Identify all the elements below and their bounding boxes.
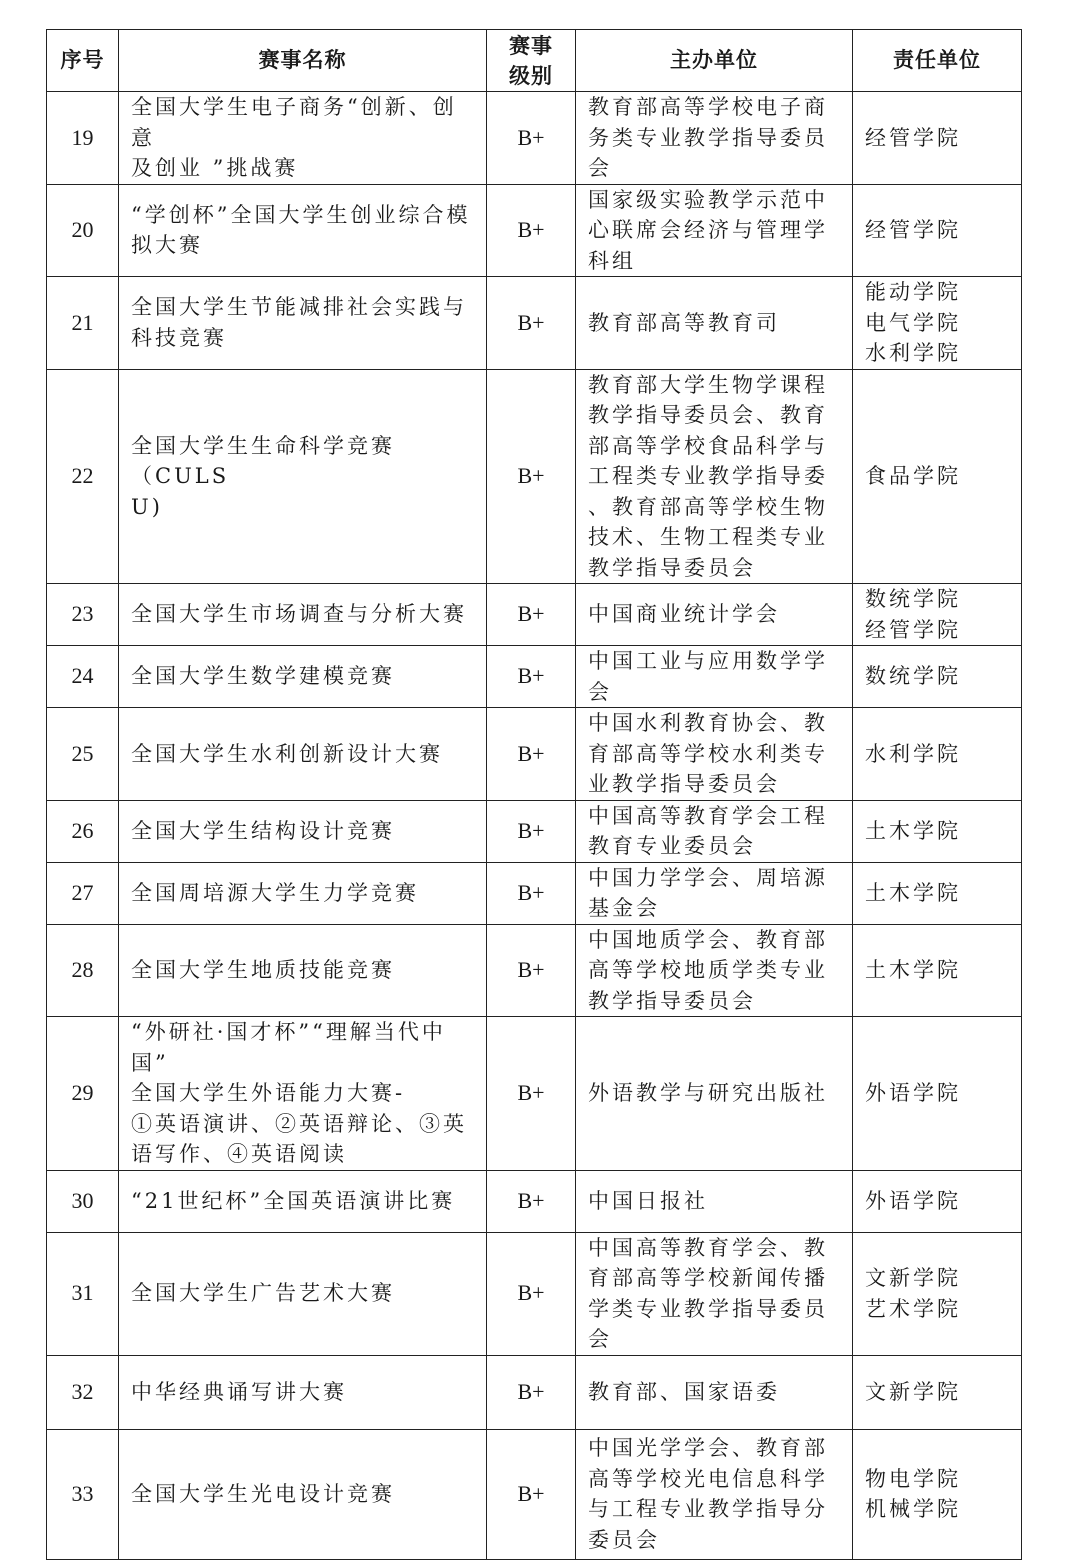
row-level-cell xyxy=(487,369,576,584)
row-level: B+ xyxy=(517,601,545,627)
row-index-cell xyxy=(47,92,119,185)
row-index-cell xyxy=(47,584,119,646)
row-index: 33 xyxy=(71,1480,94,1506)
table-row xyxy=(47,584,1022,646)
row-organizer: 教育部大学生物学课程 教学指导委员会、教育 部高等学校食品科学与 工程类专业教学指导委 、教育部高等学校生物 技术、生物工程类专业 教学指导委员会 xyxy=(588,372,828,580)
row-level: B+ xyxy=(517,817,545,843)
row-organizer-cell xyxy=(576,924,853,1017)
table-row xyxy=(47,646,1022,708)
table-row xyxy=(47,1170,1022,1232)
row-name-cell xyxy=(119,800,487,862)
row-responsible-cell xyxy=(853,708,1022,801)
row-index-cell xyxy=(47,646,119,708)
row-index-cell xyxy=(47,1355,119,1429)
row-responsible: 外语学院 xyxy=(865,1188,961,1213)
row-name-cell xyxy=(119,1017,487,1171)
row-responsible-cell xyxy=(853,369,1022,584)
row-name-cell xyxy=(119,184,487,277)
row-responsible-cell xyxy=(853,1429,1022,1559)
row-organizer: 中国地质学会、教育部 高等学校地质学类专业 教学指导委员会 xyxy=(588,927,828,1013)
row-index-cell xyxy=(47,277,119,370)
row-responsible: 数统学院 经管学院 xyxy=(865,587,961,642)
table-row xyxy=(47,1429,1022,1559)
row-organizer-cell xyxy=(576,708,853,801)
table-row xyxy=(47,1232,1022,1355)
row-organizer-cell xyxy=(576,277,853,370)
row-name: 全国大学生生命科学竞赛（CULS U) xyxy=(131,433,395,519)
row-index: 23 xyxy=(71,601,94,627)
row-level: B+ xyxy=(517,1378,545,1404)
row-organizer-cell xyxy=(576,1355,853,1429)
row-name: 全国大学生地质技能竞赛 xyxy=(131,958,395,982)
row-name: 全国大学生水利创新设计大赛 xyxy=(131,741,443,766)
table-row xyxy=(47,369,1022,584)
row-level: B+ xyxy=(517,217,545,242)
row-name: “学创杯”全国大学生创业综合模 拟大赛 xyxy=(131,202,471,258)
row-responsible: 土木学院 xyxy=(865,880,961,905)
row-organizer-cell xyxy=(576,184,853,277)
row-name: 全国大学生节能减排社会实践与 科技竞赛 xyxy=(131,295,467,350)
row-index: 19 xyxy=(71,124,94,150)
row-level-cell xyxy=(487,800,576,862)
row-organizer-cell xyxy=(576,862,853,924)
row-organizer: 中国高等教育学会、教 育部高等学校新闻传播 学类专业教学指导委员 会 xyxy=(588,1235,828,1351)
row-level-cell xyxy=(487,1017,576,1171)
row-name: “21世纪杯”全国英语演讲比赛 xyxy=(131,1188,456,1213)
row-index-cell xyxy=(47,1017,119,1171)
row-organizer-cell xyxy=(576,92,853,185)
table-row xyxy=(47,1017,1022,1171)
row-name: 中华经典诵写讲大赛 xyxy=(131,1379,347,1404)
table-row xyxy=(47,924,1022,1017)
row-organizer: 中国日报社 xyxy=(588,1188,708,1213)
table-row xyxy=(47,800,1022,862)
row-index: 20 xyxy=(71,217,94,242)
row-level: B+ xyxy=(517,1187,545,1213)
row-organizer: 教育部高等学校电子商 务类专业教学指导委员 会 xyxy=(588,95,828,180)
row-organizer: 教育部、国家语委 xyxy=(588,1379,780,1404)
row-level: B+ xyxy=(517,663,545,689)
table-row xyxy=(47,708,1022,801)
row-name: “外研社·国才杯”“理解当代中国” 全国大学生外语能力大赛- ①英语演讲、②英语辩论、③英 语写作、④英语阅读 xyxy=(131,1020,467,1166)
header-index: 序号 xyxy=(47,30,119,92)
row-level-cell xyxy=(487,862,576,924)
row-index: 28 xyxy=(71,957,94,982)
row-organizer-cell xyxy=(576,800,853,862)
row-level-cell xyxy=(487,184,576,277)
row-responsible: 能动学院 电气学院 水利学院 xyxy=(865,280,961,365)
table-row xyxy=(47,184,1022,277)
row-level-cell xyxy=(487,924,576,1017)
row-responsible: 经管学院 xyxy=(865,125,961,150)
row-level: B+ xyxy=(517,957,545,982)
row-level: B+ xyxy=(517,1480,545,1506)
row-responsible: 文新学院 艺术学院 xyxy=(865,1266,961,1321)
row-name-cell xyxy=(119,1429,487,1559)
header-organizer: 主办单位 xyxy=(576,30,853,92)
row-name-cell xyxy=(119,92,487,185)
row-responsible-cell xyxy=(853,646,1022,708)
row-level-cell xyxy=(487,1232,576,1355)
row-index: 31 xyxy=(71,1280,94,1306)
row-responsible-cell xyxy=(853,184,1022,277)
row-index-cell xyxy=(47,708,119,801)
row-index: 30 xyxy=(71,1187,94,1213)
row-name: 全国大学生结构设计竞赛 xyxy=(131,818,395,843)
row-responsible-cell xyxy=(853,1017,1022,1171)
row-organizer-cell xyxy=(576,1429,853,1559)
row-index: 22 xyxy=(71,463,94,488)
row-organizer-cell xyxy=(576,584,853,646)
header-level xyxy=(487,30,576,92)
row-organizer-cell xyxy=(576,1017,853,1171)
row-organizer: 中国高等教育学会工程 教育专业委员会 xyxy=(588,803,828,858)
row-level-cell xyxy=(487,1170,576,1232)
row-responsible: 物电学院 机械学院 xyxy=(865,1466,961,1521)
table-row xyxy=(47,92,1022,185)
row-level-cell xyxy=(487,92,576,185)
row-level-cell xyxy=(487,1355,576,1429)
row-name-cell xyxy=(119,1355,487,1429)
row-level: B+ xyxy=(517,309,545,335)
row-level: B+ xyxy=(517,463,545,488)
row-responsible: 土木学院 xyxy=(865,958,961,982)
row-index-cell xyxy=(47,184,119,277)
row-responsible: 水利学院 xyxy=(865,741,961,766)
row-index: 29 xyxy=(71,1080,94,1105)
row-responsible-cell xyxy=(853,1355,1022,1429)
row-index: 25 xyxy=(71,740,94,766)
table-header-row xyxy=(47,30,1022,92)
row-responsible: 经管学院 xyxy=(865,218,961,242)
row-name-cell xyxy=(119,646,487,708)
row-index: 24 xyxy=(71,663,94,689)
row-index-cell xyxy=(47,800,119,862)
row-name: 全国周培源大学生力学竞赛 xyxy=(131,880,419,905)
row-responsible-cell xyxy=(853,1170,1022,1232)
row-level: B+ xyxy=(517,740,545,766)
row-responsible: 外语学院 xyxy=(865,1081,961,1105)
row-name: 全国大学生光电设计竞赛 xyxy=(131,1481,395,1506)
row-name-cell xyxy=(119,924,487,1017)
row-name-cell xyxy=(119,708,487,801)
row-level-cell xyxy=(487,708,576,801)
row-name-cell xyxy=(119,1232,487,1355)
row-name: 全国大学生数学建模竞赛 xyxy=(131,664,395,689)
row-organizer: 中国水利教育协会、教 育部高等学校水利类专 业教学指导委员会 xyxy=(588,711,828,796)
row-level-cell xyxy=(487,1429,576,1559)
header-name: 赛事名称 xyxy=(119,30,487,92)
row-name: 全国大学生电子商务“创新、创意 及创业 ”挑战赛 xyxy=(131,95,457,180)
row-name-cell xyxy=(119,369,487,584)
row-index: 32 xyxy=(71,1378,94,1404)
table-row xyxy=(47,862,1022,924)
row-level-cell xyxy=(487,584,576,646)
row-organizer: 国家级实验教学示范中 心联席会经济与管理学 科组 xyxy=(588,187,828,273)
row-level-cell xyxy=(487,277,576,370)
row-organizer: 中国力学学会、周培源 基金会 xyxy=(588,865,828,920)
row-level-cell xyxy=(487,646,576,708)
row-name-cell xyxy=(119,277,487,370)
row-index: 21 xyxy=(71,309,94,335)
row-index-cell xyxy=(47,369,119,584)
row-organizer-cell xyxy=(576,1232,853,1355)
competition-table xyxy=(46,29,1022,1560)
row-responsible-cell xyxy=(853,862,1022,924)
row-organizer: 中国商业统计学会 xyxy=(588,602,780,627)
row-organizer-cell xyxy=(576,646,853,708)
row-level: B+ xyxy=(517,1280,545,1306)
row-organizer: 中国光学学会、教育部 高等学校光电信息科学 与工程专业教学指导分 委员会 xyxy=(588,1436,828,1552)
row-responsible: 土木学院 xyxy=(865,818,961,843)
row-responsible: 食品学院 xyxy=(865,464,961,488)
document-page xyxy=(46,29,1021,1560)
row-index-cell xyxy=(47,1232,119,1355)
header-responsible: 责任单位 xyxy=(853,30,1022,92)
row-organizer: 中国工业与应用数学学 会 xyxy=(588,649,828,704)
row-level: B+ xyxy=(517,1080,545,1105)
row-name-cell xyxy=(119,1170,487,1232)
row-responsible-cell xyxy=(853,800,1022,862)
row-name: 全国大学生广告艺术大赛 xyxy=(131,1281,395,1306)
header-level-text: 赛事 级别 xyxy=(509,32,553,88)
row-responsible: 文新学院 xyxy=(865,1379,961,1404)
table-row xyxy=(47,277,1022,370)
row-index-cell xyxy=(47,924,119,1017)
row-index-cell xyxy=(47,862,119,924)
row-level: B+ xyxy=(517,124,545,150)
row-level: B+ xyxy=(517,879,545,905)
row-index-cell xyxy=(47,1170,119,1232)
row-responsible-cell xyxy=(853,924,1022,1017)
row-responsible-cell xyxy=(853,1232,1022,1355)
row-organizer: 教育部高等教育司 xyxy=(588,310,780,335)
row-organizer-cell xyxy=(576,1170,853,1232)
row-index: 26 xyxy=(71,817,94,843)
row-name-cell xyxy=(119,862,487,924)
row-name-cell xyxy=(119,584,487,646)
row-organizer-cell xyxy=(576,369,853,584)
row-index: 27 xyxy=(71,879,94,905)
row-name: 全国大学生市场调查与分析大赛 xyxy=(131,602,467,627)
row-responsible-cell xyxy=(853,277,1022,370)
row-responsible: 数统学院 xyxy=(865,664,961,689)
table-row xyxy=(47,1355,1022,1429)
row-index-cell xyxy=(47,1429,119,1559)
row-responsible-cell xyxy=(853,584,1022,646)
row-organizer: 外语教学与研究出版社 xyxy=(588,1081,828,1105)
row-responsible-cell xyxy=(853,92,1022,185)
